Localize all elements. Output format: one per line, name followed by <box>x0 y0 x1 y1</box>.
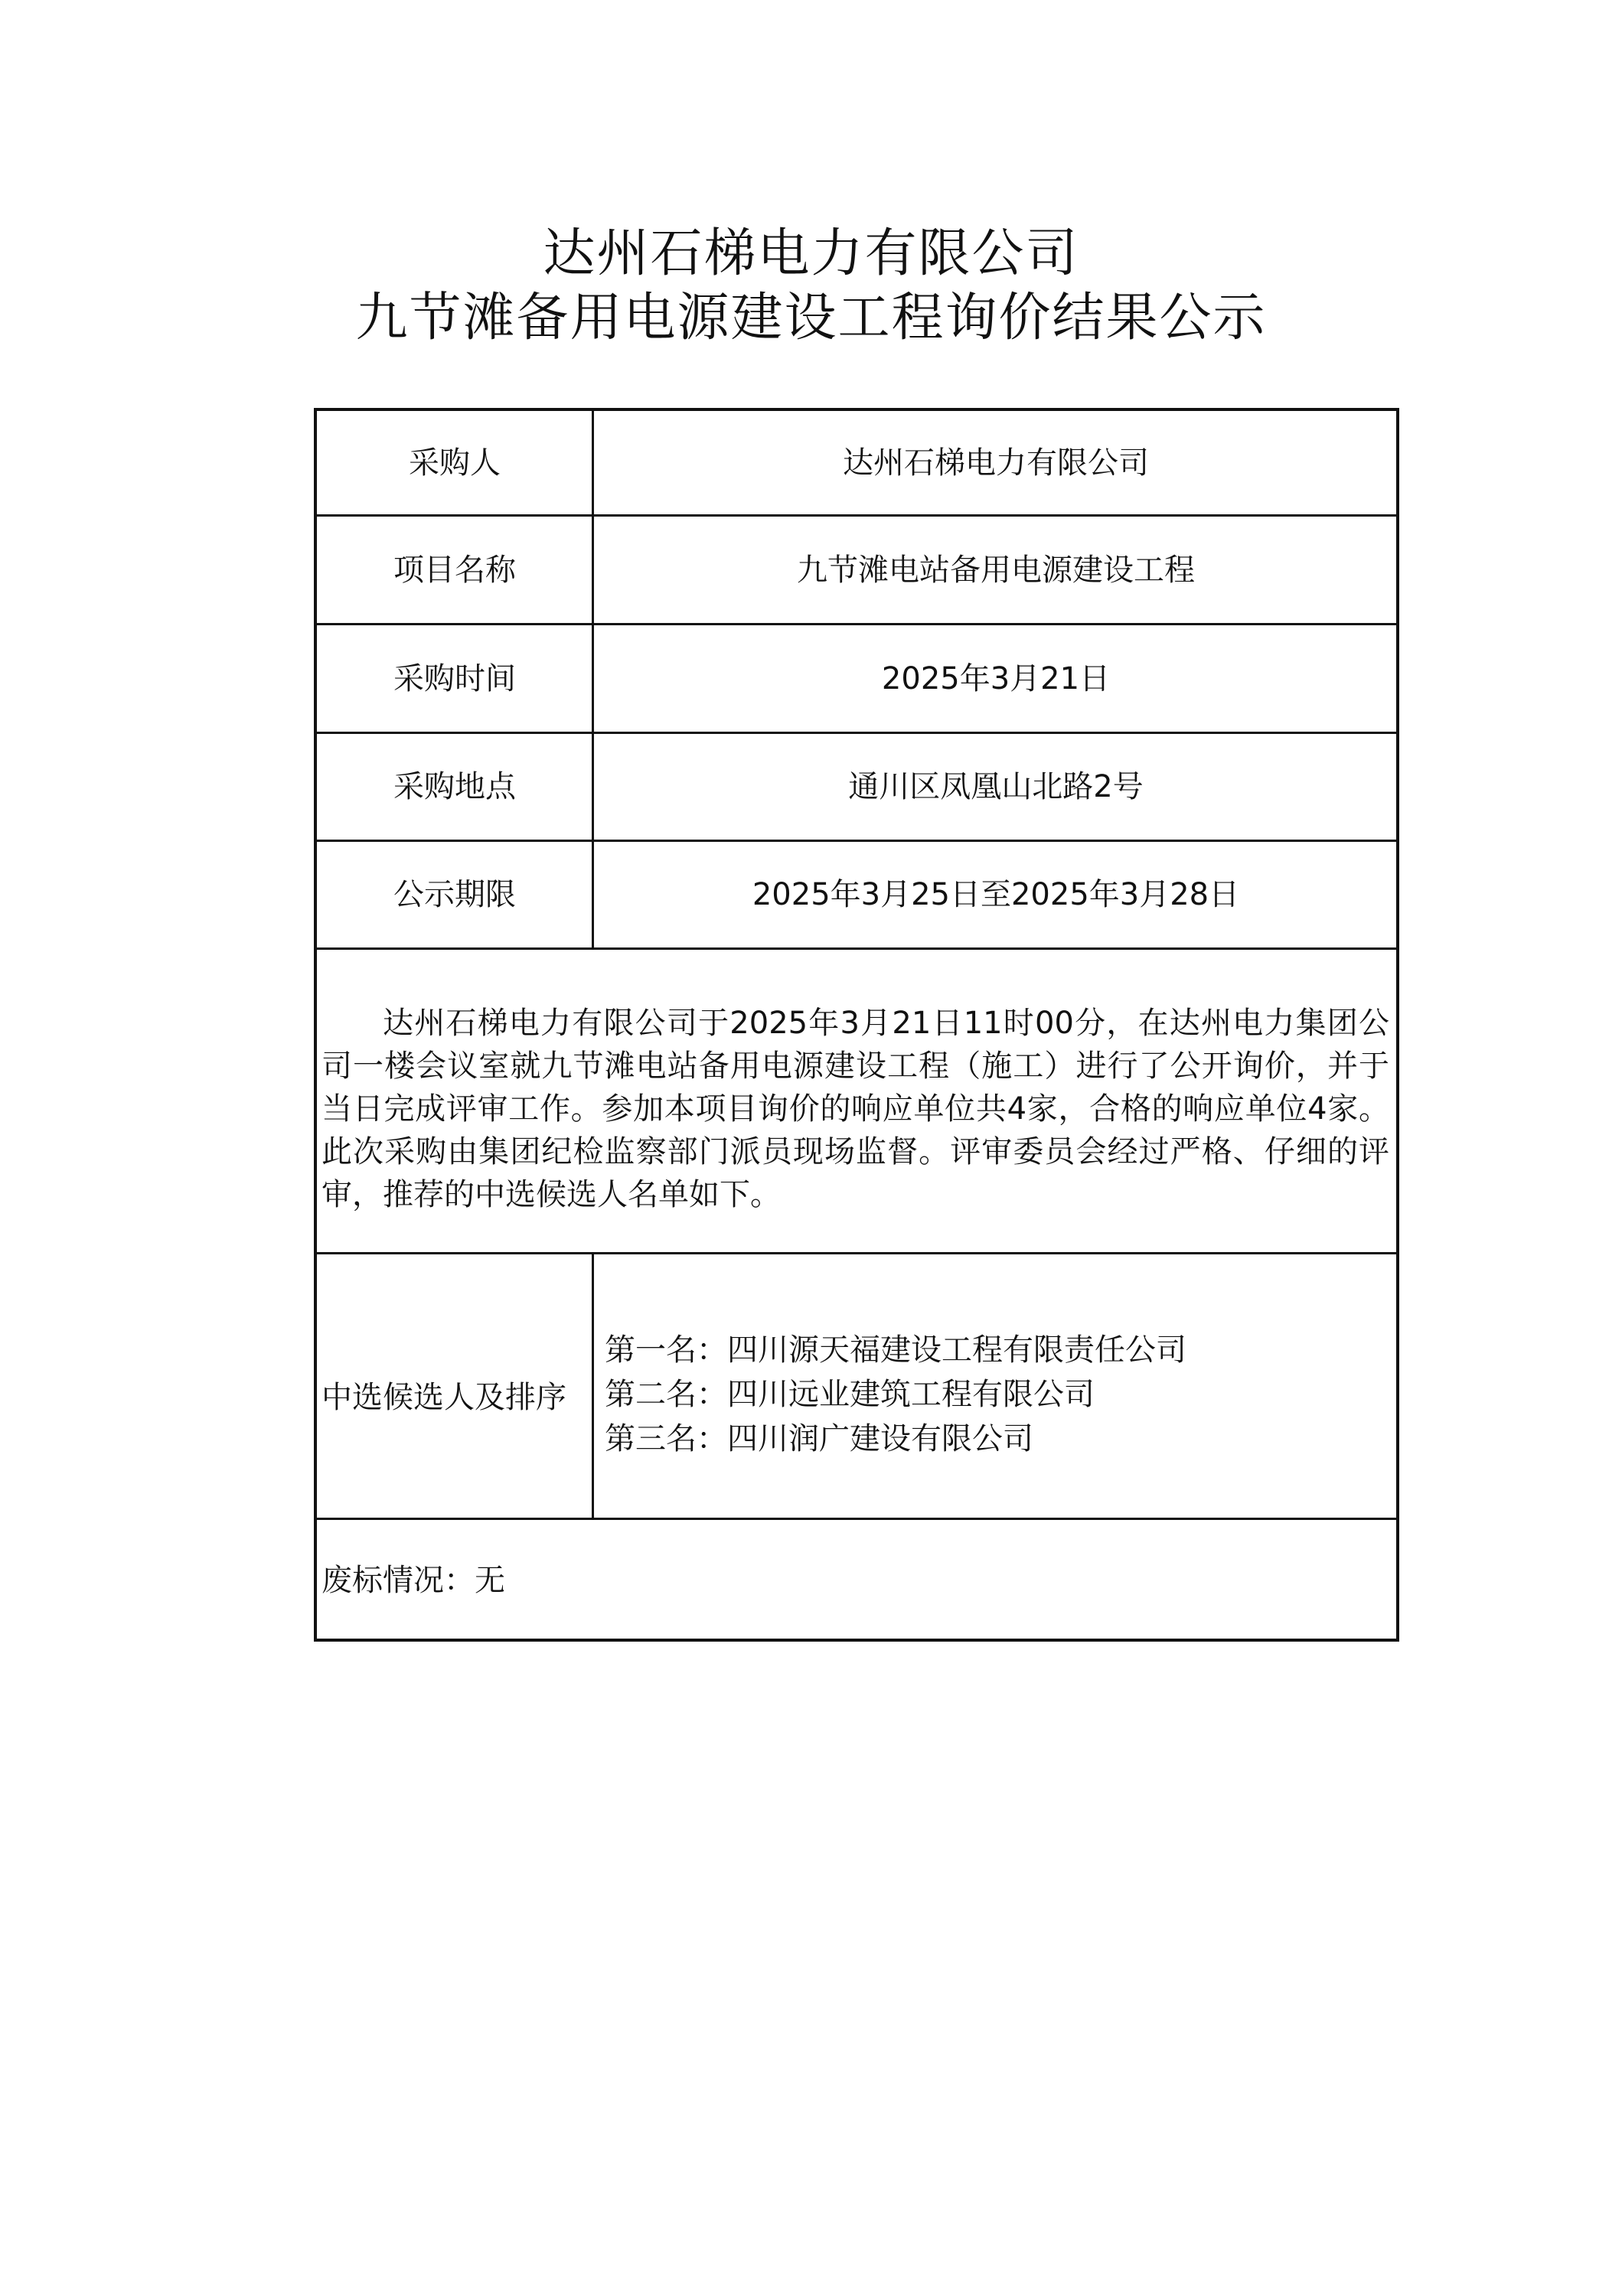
row-value-purchaser: 达州石梯电力有限公司 <box>843 445 1149 481</box>
candidate-item-3: 第三名：四川润广建设有限公司 <box>605 1421 1033 1456</box>
row-label-purchaser: 采购人 <box>409 445 501 481</box>
row-label-project-name: 项目名称 <box>393 552 516 588</box>
row-value-project-name: 九节滩电站备用电源建设工程 <box>797 552 1195 588</box>
row-value-purchase-location: 通川区凤凰山北路2号 <box>848 769 1144 804</box>
document-title-line-2: 九节滩备用电源建设工程询价结果公示 <box>355 288 1267 348</box>
candidate-item-2: 第二名：四川远业建筑工程有限公司 <box>605 1377 1095 1412</box>
description-paragraph: 达州石梯电力有限公司于2025年3月21日11时00分，在达州电力集团公司一楼会议室就九节滩电站备用电源建设工程（施工）进行了公开询价，并于当日完成评审工作。参加本项目询价的响应单位共4家，合格的响应单位4家。此次采购由集团纪检监察部门派员现场监督。评审委员会经过严格、仔细的评审，推荐的中选候选人名单如下。 <box>321 1006 1389 1212</box>
document-title-line-1: 达州石梯电力有限公司 <box>543 223 1079 284</box>
row-label-purchase-location: 采购地点 <box>393 769 516 804</box>
result-table <box>314 408 1399 1642</box>
row-label-notice-period: 公示期限 <box>393 877 516 912</box>
table-divider <box>317 1252 1396 1254</box>
invalid-bid-status: 废标情况：无 <box>321 1563 505 1598</box>
row-label-purchase-time: 采购时间 <box>393 660 516 696</box>
row-value-purchase-time: 2025年3月21日 <box>881 660 1111 696</box>
table-divider <box>317 1518 1396 1520</box>
table-column-divider <box>592 1252 594 1520</box>
candidates-list <box>605 1328 1186 1461</box>
row-value-notice-period: 2025年3月25日至2025年3月28日 <box>752 877 1240 912</box>
candidate-item-1: 第一名：四川源天福建设工程有限责任公司 <box>605 1332 1186 1368</box>
table-divider <box>317 947 1396 950</box>
candidates-label: 中选候选人及排序 <box>321 1380 566 1415</box>
